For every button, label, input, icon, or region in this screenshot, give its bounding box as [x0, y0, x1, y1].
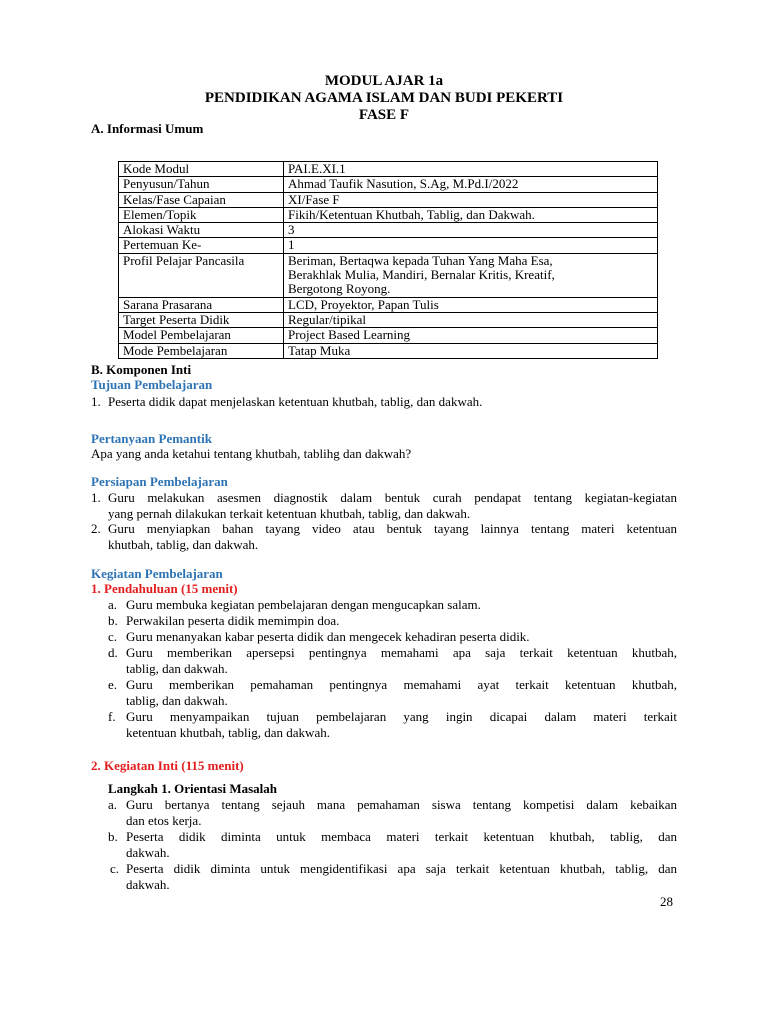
table-row	[119, 162, 658, 177]
table-row	[119, 253, 658, 297]
tujuan-text: Peserta didik dapat menjelaskan ketentuan khutbah, tablig, dan dakwah.	[108, 394, 483, 409]
table-key: Alokasi Waktu	[119, 223, 284, 238]
list-item-line: dakwah.	[126, 845, 170, 860]
table-value-line: Beriman, Bertaqwa kepada Tuhan Yang Maha Esa,	[288, 252, 553, 268]
list-item	[126, 829, 677, 861]
list-marker: a.	[108, 797, 118, 812]
module-title: MODUL AJAR 1a	[324, 73, 444, 89]
list-marker: b.	[108, 829, 118, 844]
list-item-line: Guru menyiapkan bahan tayang video atau bentuk tayang lainnya tentang materi ketentuan	[108, 521, 677, 536]
table-key: Model Pembelajaran	[119, 328, 284, 343]
table-key: Target Peserta Didik	[119, 312, 284, 327]
table-value: PAI.E.XI.1	[284, 162, 658, 177]
list-item	[126, 645, 677, 677]
list-item-line: khutbah, tablig, dan dakwah.	[108, 536, 259, 552]
table-key: Kelas/Fase Capaian	[119, 192, 284, 207]
persiapan-heading: Persiapan Pembelajaran	[91, 474, 228, 489]
table-row	[119, 328, 658, 343]
phase-title: FASE F	[358, 107, 410, 123]
list-item	[126, 861, 677, 893]
table-value: LCD, Proyektor, Papan Tulis	[284, 297, 658, 312]
table-value	[284, 253, 658, 297]
tujuan-heading: Tujuan Pembelajaran	[91, 377, 213, 392]
tujuan-number: 1.	[91, 394, 101, 409]
info-table	[118, 161, 658, 359]
table-row	[119, 177, 658, 192]
list-marker: c.	[108, 629, 118, 644]
table-key: Pertemuan Ke-	[119, 238, 284, 253]
persiapan-item	[108, 490, 677, 521]
section-b-heading: B. Komponen Inti	[91, 362, 192, 377]
table-key: Kode Modul	[119, 162, 284, 177]
table-value: Ahmad Taufik Nasution, S.Ag, M.Pd.I/2022	[284, 177, 658, 192]
list-item-line: yang pernah dilakukan terkait ketentuan khutbah, tablig, dan dakwah.	[108, 505, 471, 521]
list-item	[126, 677, 677, 709]
list-marker: c.	[110, 861, 120, 876]
persiapan-number: 2.	[91, 521, 101, 536]
list-item-line: Guru memberikan pemahaman pentingnya memahami ayat terkait ketentuan khutbah,	[126, 677, 677, 692]
table-row	[119, 297, 658, 312]
table-value: 1	[284, 238, 658, 253]
pertanyaan-heading: Pertanyaan Pemantik	[91, 431, 212, 446]
list-marker: e.	[108, 677, 118, 692]
persiapan-item	[108, 521, 677, 552]
list-item: Guru menanyakan kabar peserta didik dan mengecek kehadiran peserta didik.	[126, 629, 530, 644]
list-item: Perwakilan peserta didik memimpin doa.	[126, 613, 340, 628]
list-item	[126, 709, 677, 741]
persiapan-number: 1.	[91, 490, 101, 505]
table-key: Profil Pelajar Pancasila	[119, 253, 284, 297]
list-item-line: Guru menyampaikan tujuan pembelajaran yang ingin dicapai dalam materi terkait	[126, 709, 677, 724]
pendahuluan-heading: 1. Pendahuluan (15 menit)	[91, 581, 238, 596]
table-row	[119, 238, 658, 253]
list-item-line: dan etos kerja.	[126, 813, 202, 828]
table-value-line: Bergotong Royong.	[288, 281, 391, 297]
list-marker: f.	[108, 709, 116, 724]
list-item-line: ketentuan khutbah, tablig, dan dakwah.	[126, 725, 330, 740]
list-item-line: Guru memberikan apersepsi pentingnya memahami apa saja terkait ketentuan khutbah,	[126, 645, 677, 660]
table-value: Tatap Muka	[284, 343, 658, 358]
table-row	[119, 343, 658, 358]
subject-title: PENDIDIKAN AGAMA ISLAM DAN BUDI PEKERTI	[204, 90, 564, 106]
table-value: XI/Fase F	[284, 192, 658, 207]
list-marker: b.	[108, 613, 118, 628]
table-row	[119, 207, 658, 222]
kegiatan-heading: Kegiatan Pembelajaran	[91, 566, 223, 581]
table-row	[119, 312, 658, 327]
kegiatan-inti-heading: 2. Kegiatan Inti (115 menit)	[91, 758, 244, 773]
list-item: Guru membuka kegiatan pembelajaran dengan mengucapkan salam.	[126, 597, 481, 612]
list-marker: d.	[108, 645, 118, 660]
table-key: Sarana Prasarana	[119, 297, 284, 312]
list-item-line: Guru bertanya tentang sejauh mana pemahaman siswa tentang kompetisi dalam kebaikan	[126, 797, 677, 812]
list-item	[126, 797, 677, 829]
list-item-line: tablig, dan dakwah.	[126, 661, 228, 676]
list-item-line: tablig, dan dakwah.	[126, 693, 228, 708]
list-marker: a.	[108, 597, 118, 612]
list-item-line: dakwah.	[126, 877, 170, 892]
table-value-line: Berakhlak Mulia, Mandiri, Bernalar Kritis, Kreatif,	[288, 267, 555, 283]
table-row	[119, 192, 658, 207]
list-item-line: Peserta didik diminta untuk membaca materi terkait ketentuan khutbah, tablig, dan	[126, 829, 677, 844]
table-key: Mode Pembelajaran	[119, 343, 284, 358]
table-key: Penyusun/Tahun	[119, 177, 284, 192]
pertanyaan-text: Apa yang anda ketahui tentang khutbah, tablihg dan dakwah?	[91, 446, 412, 461]
section-a-heading: A. Informasi Umum	[91, 121, 204, 136]
table-value: Project Based Learning	[284, 328, 658, 343]
table-value: Fikih/Ketentuan Khutbah, Tablig, dan Dakwah.	[284, 207, 658, 222]
table-row	[119, 223, 658, 238]
table-value: Regular/tipikal	[284, 312, 658, 327]
list-item-line: Guru melakukan asesmen diagnostik dalam bentuk curah pendapat tentang kegiatan-kegiatan	[108, 490, 677, 505]
langkah-heading: Langkah 1. Orientasi Masalah	[108, 781, 278, 796]
page-number: 28	[660, 894, 673, 909]
list-item-line: Peserta didik diminta untuk mengidentifikasi apa saja terkait ketentuan khutbah, tablig, dan	[126, 861, 677, 876]
table-key: Elemen/Topik	[119, 207, 284, 222]
table-value: 3	[284, 223, 658, 238]
